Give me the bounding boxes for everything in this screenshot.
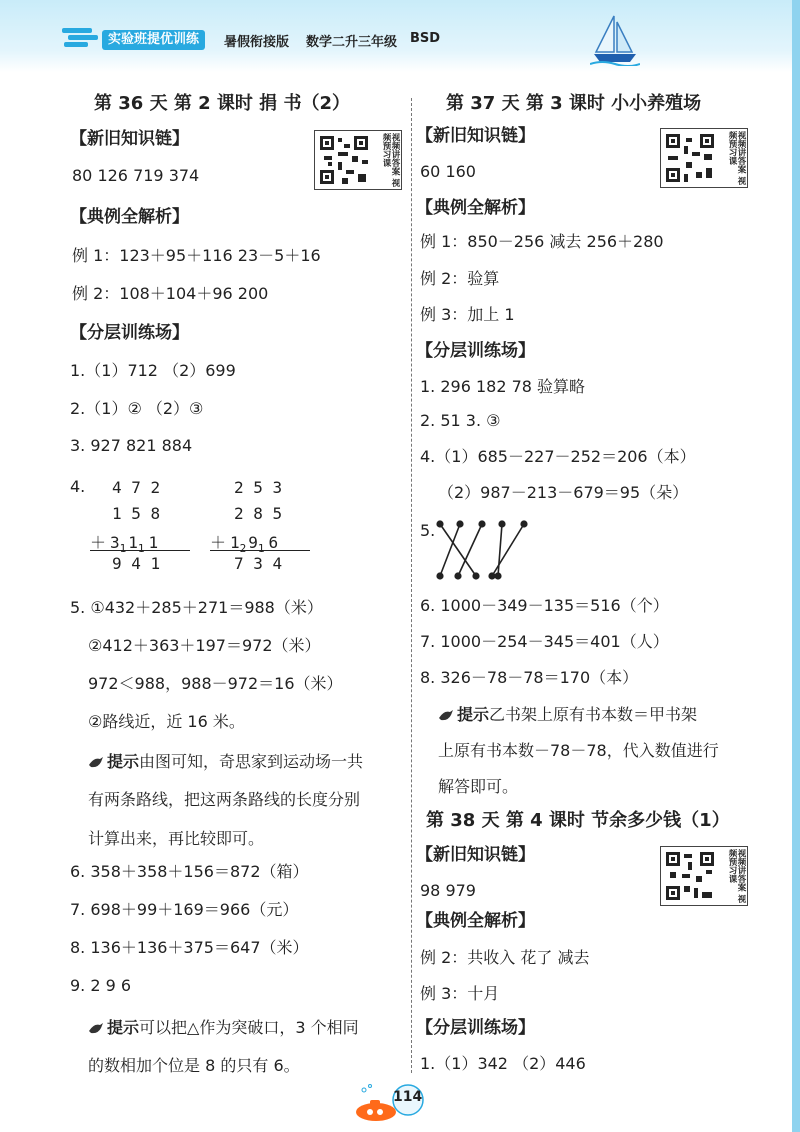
example-2: 例 2：验算 bbox=[420, 269, 500, 288]
hint-1-line-1: 提示由图可知，奇思家到运动场一共 bbox=[88, 751, 363, 773]
hint-line-2: 上原有书本数－78－78，代入数值进行 bbox=[438, 741, 719, 760]
answer-4-label: 4. bbox=[70, 477, 86, 496]
qr-code-block[interactable] bbox=[660, 128, 748, 188]
hint-bird-icon bbox=[88, 1021, 104, 1035]
answer-2: 2.（1）② （2）③ bbox=[70, 399, 204, 418]
answer-8: 8. 326－78－78＝170（本） bbox=[420, 668, 639, 687]
addend-1: 2 5 3 bbox=[234, 478, 283, 497]
section-knowledge-link: 【新旧知识链】 bbox=[416, 126, 535, 146]
hint-1-line-3: 计算出来，再比较即可。 bbox=[88, 829, 265, 848]
page-header bbox=[0, 0, 800, 72]
example-2: 例 2：108＋104＋96 200 bbox=[72, 284, 269, 303]
hint-2-line-2: 的数相加个位是 8 的只有 6。 bbox=[88, 1056, 300, 1075]
answer-4-line-2: （2）987－213－679＝95（朵） bbox=[438, 483, 689, 502]
answer-7: 7. 1000－254－345＝401（人） bbox=[420, 632, 669, 651]
section-example-analysis: 【典例全解析】 bbox=[416, 198, 535, 218]
answer-5-line-1: 5. ①432＋285＋271＝988（米） bbox=[70, 598, 323, 617]
addend-2: 1 5 8 bbox=[112, 504, 161, 523]
brand-title: 实验班提优训练 bbox=[102, 30, 205, 50]
lesson-title-day37: 第 37 天 第 3 课时 小小养殖场 bbox=[446, 93, 702, 114]
section-example-analysis: 【典例全解析】 bbox=[70, 207, 189, 227]
answer-6: 6. 1000－349－135＝516（个） bbox=[420, 596, 669, 615]
answer-1: 1.（1）712 （2）699 bbox=[70, 361, 236, 380]
section-knowledge-link: 【新旧知识链】 bbox=[416, 845, 535, 865]
answer-1: 1. 296 182 78 验算略 bbox=[420, 377, 586, 396]
sailboat-icon bbox=[590, 14, 640, 66]
answer-5-line-4: ②路线近，近 16 米。 bbox=[88, 712, 245, 731]
section-practice: 【分层训练场】 bbox=[416, 341, 535, 361]
section-practice: 【分层训练场】 bbox=[416, 1018, 535, 1038]
section-practice: 【分层训练场】 bbox=[70, 323, 189, 343]
answer-2-3: 2. 51 3. ③ bbox=[420, 411, 501, 430]
answer-7: 7. 698＋99＋169＝966（元） bbox=[70, 900, 299, 919]
qr-code-block[interactable] bbox=[314, 130, 402, 190]
example-1: 例 1：123＋95＋116 23－5＋16 bbox=[72, 246, 321, 265]
lesson-title-day36: 第 36 天 第 2 课时 捐 书（2） bbox=[94, 93, 350, 114]
hint-line-3: 解答即可。 bbox=[438, 777, 519, 796]
column-divider bbox=[411, 98, 412, 1073]
qr-caption: 视频讲答案 视频预习课 bbox=[727, 849, 746, 903]
subject-label: 数学二升三年级 bbox=[306, 35, 398, 50]
answer-1: 1.（1）342 （2）446 bbox=[420, 1054, 586, 1073]
page-edge-band bbox=[792, 0, 800, 1132]
sum: 7 3 4 bbox=[234, 554, 283, 573]
hint-line-1: 提示乙书架上原有书本数＝甲书架 bbox=[438, 704, 697, 726]
answer-5-line-3: 972＜988，988－972＝16（米） bbox=[88, 674, 343, 693]
qr-code-block[interactable] bbox=[660, 846, 748, 906]
qr-caption: 视频讲答案 视频预习课 bbox=[381, 133, 400, 187]
hint-2-line-1: 提示可以把△作为突破口，3 个相同 bbox=[88, 1017, 359, 1039]
qr-code-icon bbox=[664, 132, 716, 184]
knowledge-answers: 98 979 bbox=[420, 881, 476, 900]
edition-label: 暑假衔接版 bbox=[224, 35, 290, 50]
knowledge-answers: 60 160 bbox=[420, 162, 476, 181]
answer-3: 3. 927 821 884 bbox=[70, 436, 193, 455]
addend-1: 4 7 2 bbox=[112, 478, 161, 497]
matching-lines-diagram bbox=[432, 516, 532, 584]
hint-bird-icon bbox=[438, 708, 454, 722]
section-example-analysis: 【典例全解析】 bbox=[416, 911, 535, 931]
knowledge-answers: 80 126 719 374 bbox=[72, 166, 200, 185]
sum-line bbox=[90, 550, 190, 551]
example-3: 例 3：十月 bbox=[420, 984, 500, 1003]
answer-5-line-2: ②412＋363＋197＝972（米） bbox=[88, 636, 321, 655]
book-logo-icon bbox=[62, 26, 98, 48]
hint-bird-icon bbox=[88, 755, 104, 769]
series-code: BSD bbox=[410, 31, 441, 46]
lesson-title-day38: 第 38 天 第 4 课时 节余多少钱（1） bbox=[426, 810, 730, 831]
addend-3: ＋ $1_2$ $9_1$ 6 bbox=[210, 533, 279, 556]
answer-9: 9. 2 9 6 bbox=[70, 976, 132, 995]
qr-code-icon bbox=[664, 850, 716, 902]
section-knowledge-link: 【新旧知识链】 bbox=[70, 129, 189, 149]
answer-5-label: 5. bbox=[420, 521, 436, 540]
answer-6: 6. 358＋358＋156＝872（箱） bbox=[70, 862, 309, 881]
qr-caption: 视频讲答案 视频预习课 bbox=[727, 131, 746, 185]
example-1: 例 1：850－256 减去 256＋280 bbox=[420, 232, 664, 251]
example-2: 例 2：共收入 花了 减去 bbox=[420, 948, 590, 967]
page-number: 114 bbox=[393, 1089, 423, 1105]
addend-3: ＋ $3_1$ $1_1$ 1 bbox=[90, 533, 159, 556]
sum-line bbox=[210, 550, 310, 551]
answer-8: 8. 136＋136＋375＝647（米） bbox=[70, 938, 309, 957]
hint-1-line-2: 有两条路线，把这两条路线的长度分别 bbox=[88, 790, 361, 809]
sum: 9 4 1 bbox=[112, 554, 161, 573]
example-3: 例 3：加上 1 bbox=[420, 305, 515, 324]
answer-4-line-1: 4.（1）685－227－252＝206（本） bbox=[420, 447, 696, 466]
qr-code-icon bbox=[318, 134, 370, 186]
addend-2: 2 8 5 bbox=[234, 504, 283, 523]
